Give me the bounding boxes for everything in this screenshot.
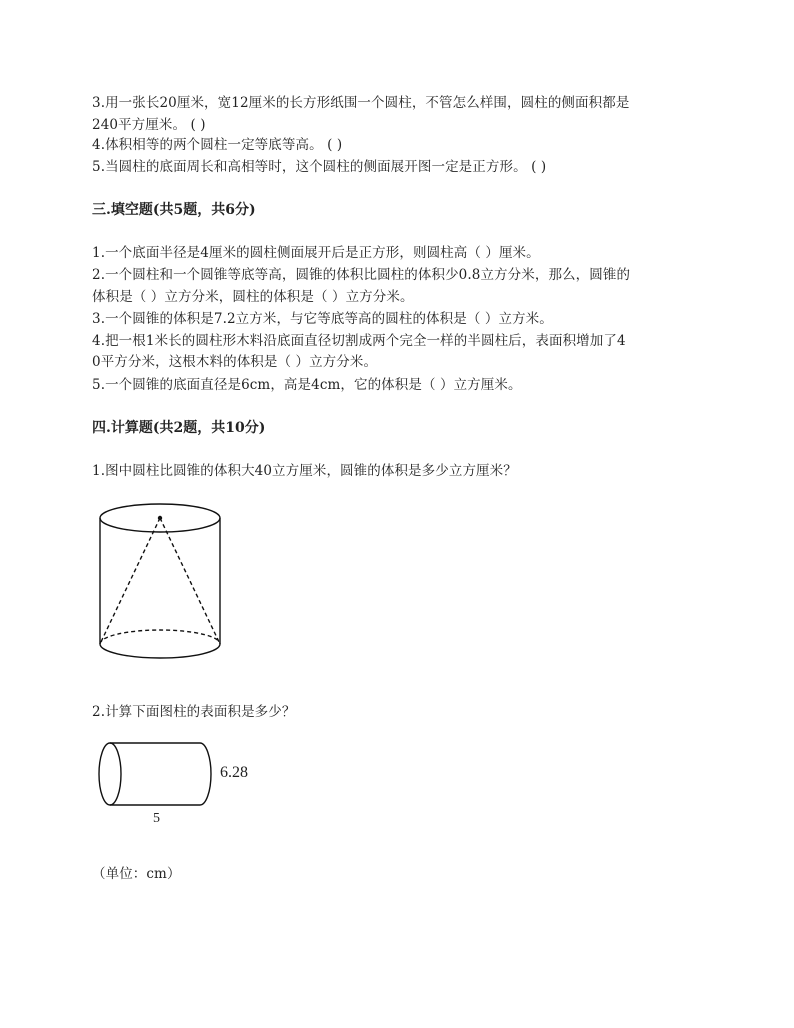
judgement-q3-line2: 240平方厘米。 ( ) [92,117,206,133]
cylinder-bottom-back-arc [100,630,220,644]
fill-q5: 5.一个圆锥的底面直径是6cm，高是4cm，它的体积是（ ）立方厘米。 [92,377,522,393]
cylinder-height-label: 6.28 [220,764,248,781]
judgement-q4: 4.体积相等的两个圆柱一定等底等高。 ( ) [92,137,343,153]
cylinder-bottom-front-arc [100,644,220,658]
fill-q2-line2: 体积是（ ）立方分米，圆柱的体积是（ ）立方分米。 [92,289,414,305]
fill-q3: 3.一个圆锥的体积是7.2立方米，与它等底等高的圆柱的体积是（ ）立方米。 [92,311,553,327]
calc-q2: 2.计算下面图柱的表面积是多少？ [92,704,296,720]
judgement-q5: 5.当圆柱的底面周长和高相等时，这个圆柱的侧面展开图一定是正方形。 ( ) [92,159,547,175]
cylinder-right-end-arc [200,743,211,805]
calc-section-title: 四.计算题(共2题，共10分) [92,420,266,436]
cylinder-left-end [99,743,121,805]
horizontal-cylinder-figure [96,738,216,810]
cylinder-cone-figure [95,500,230,665]
fill-q1: 1.一个底面半径是4厘米的圆柱侧面展开后是正方形，则圆柱高（ ）厘米。 [92,245,540,261]
fill-q2-line1: 2.一个圆柱和一个圆锥等底等高，圆锥的体积比圆柱的体积少0.8立方分米，那么，圆锥的 [92,267,631,283]
calc-q1: 1.图中圆柱比圆锥的体积大40立方厘米，圆锥的体积是多少立方厘米？ [92,463,517,479]
cone-left-edge [100,518,160,644]
cone-right-edge [160,518,220,644]
judgement-q3-line1: 3.用一张长20厘米，宽12厘米的长方形纸围一个圆柱，不管怎么样围，圆柱的侧面积都是 [92,95,630,111]
fill-q4-line1: 4.把一根1米长的圆柱形木料沿底面直径切割成两个完全一样的半圆柱后，表面积增加了4 [92,333,626,349]
unit-note: （单位：cm） [92,866,181,882]
fill-section-title: 三.填空题(共5题，共6分) [92,202,256,218]
cylinder-length-label: 5 [153,811,160,826]
fill-q4-line2: 0平方分米，这根木料的体积是（ ）立方分米。 [92,354,378,370]
cone-apex-dot [158,516,162,520]
